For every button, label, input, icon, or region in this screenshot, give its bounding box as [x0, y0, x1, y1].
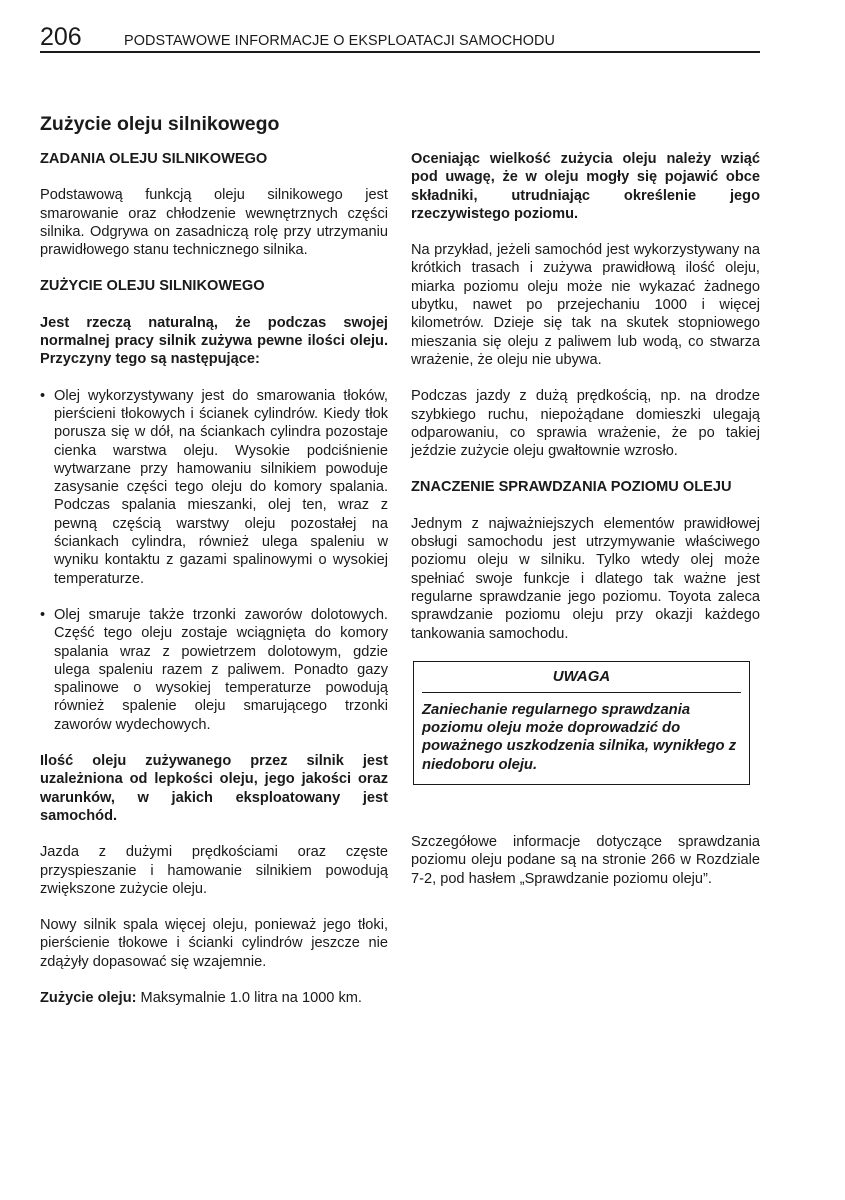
- list-item-text: Olej wykorzystywany jest do smarowania tłoków, pierścieni tłokowych i ścianek cylindrów. Kiedy tłok porusza się w dół, na ściankach cylindra pozostaje cienka warstwa oleju. Wysokie podciśnienie wytwarzane przy hamowaniu silnikiem powoduje zasysanie części tego oleju do komory spalania. Podczas spalania mieszanki, olej ten, wraz z pewną częścią warstwy oleju pozostałej na ściankach cylindra, również ulega spaleniu w wyniku kontaktu z gazami spalinowymi o wysokiej temperaturze.: [54, 387, 388, 587]
- heading-importance-of-checking: ZNACZENIE SPRAWDZANIA POZIOMU OLEJU: [411, 479, 732, 496]
- paragraph-consumption-factors: Ilość oleju zużywanego przez silnik jest uzależniona od lepkości oleju, jego jakości oraz warunków, w jakich eksploatowany jest samochód.: [40, 753, 388, 824]
- paragraph-max-consumption: [40, 989, 388, 1007]
- paragraph-consumption-intro: Jest rzeczą naturalną, że podczas swojej normalnej pracy silnik zużywa pewne ilości oleju. Przyczyny tego są następujące:: [40, 314, 388, 368]
- list-item-piston-lubrication: [40, 387, 388, 588]
- list-item-valve-lubrication: [40, 606, 388, 734]
- max-consumption-value: Maksymalnie 1.0 litra na 1000 km.: [136, 989, 362, 1006]
- header-rule: [40, 51, 760, 53]
- bullet-icon: •: [40, 387, 46, 404]
- paragraph-toyota-recommendation: Jednym z najważniejszych elementów prawidłowej obsługi samochodu jest utrzymywanie właściwego poziomu oleju w silniku. Tylko wtedy olej może spełniać swoje funkcje i dlatego tak ważne jest regularne sprawdzanie jego poziomu. Toyota zaleca sprawdzanie poziomu oleju przy okazji każdego tankowania samochodu.: [411, 515, 760, 642]
- heading-oil-consumption: ZUŻYCIE OLEJU SILNIKOWEGO: [40, 278, 265, 295]
- warning-note-text: Zaniechanie regularnego sprawdzania poziomu oleju może doprowadzić do poważnego uszkodzenia silnika, wynikłego z niedoboru oleju.: [422, 701, 737, 773]
- max-consumption-label: Zużycie oleju:: [40, 989, 137, 1006]
- right-column: [411, 150, 760, 906]
- left-column: [40, 150, 388, 1025]
- paragraph-foreign-substances: Oceniając wielkość zużycia oleju należy wziąć pod uwagę, że w oleju mogły się pojawić obce składniki, utrudniając określenie jego rzeczywistego poziomu.: [411, 151, 760, 222]
- paragraph-highway-driving: Podczas jazdy z dużą prędkością, np. na drodze szybkiego ruchu, niepożądane domieszki ulegają odparowaniu, co sprawia wrażenie, że po takiej jeździe zużycie oleju gwałtownie wzrosło.: [411, 388, 760, 460]
- paragraph-short-trips-example: Na przykład, jeżeli samochód jest wykorzystywany na krótkich trasach i zużywa prawidłową ilość oleju, miarka poziomu oleju może nie wykazać żadnego ubytku, nawet po przejechaniu 1000 i więcej kilometrów. Dzieje się tak na skutek stopniowego mieszania się oleju z paliwem lub wodą, co stwarza wrażenie, że oleju nie ubywa.: [411, 242, 760, 368]
- paragraph-oil-function: Podstawową funkcją oleju silnikowego jest smarowanie oraz chłodzenie wewnętrznych części silnika. Odgrywa on zasadniczą rolę przy utrzymaniu prawidłowego stanu technicznego silnika.: [40, 187, 388, 259]
- page-number: 206: [40, 23, 82, 51]
- bullet-icon: •: [40, 606, 46, 623]
- section-title: Zużycie oleju silnikowego: [40, 113, 280, 135]
- warning-note-box: [413, 661, 750, 785]
- paragraph-high-speed: Jazda z dużymi prędkościami oraz częste przyspieszanie i hamowanie silnikiem powodują zwiększone zużycie oleju.: [40, 844, 388, 897]
- list-item-text: Olej smaruje także trzonki zaworów dolotowych. Część tego oleju zostaje wciągnięta do komory spalania wraz z powietrzem dolotowym, gdzie ulega spaleniu razem z paliwem. Ponadto gazy spalinowe o wysokiej temperaturze powodują również spalenie oleju smarującego trzonki zaworów wydechowych.: [54, 606, 388, 733]
- running-title: PODSTAWOWE INFORMACJE O EKSPLOATACJI SAMOCHODU: [124, 33, 556, 49]
- paragraph-reference-page: Szczegółowe informacje dotyczące sprawdzania poziomu oleju podane są na stronie 266 w Rozdziale 7-2, pod hasłem „Sprawdzanie poziomu oleju”.: [411, 834, 760, 887]
- heading-engine-oil-tasks: ZADANIA OLEJU SILNIKOWEGO: [40, 151, 268, 167]
- paragraph-new-engine: Nowy silnik spala więcej oleju, ponieważ jego tłoki, pierścienie tłokowe i ścianki cylindrów jeszcze nie zdążyły dopasować się wzajemnie.: [40, 917, 388, 970]
- warning-note-title: UWAGA: [422, 662, 741, 693]
